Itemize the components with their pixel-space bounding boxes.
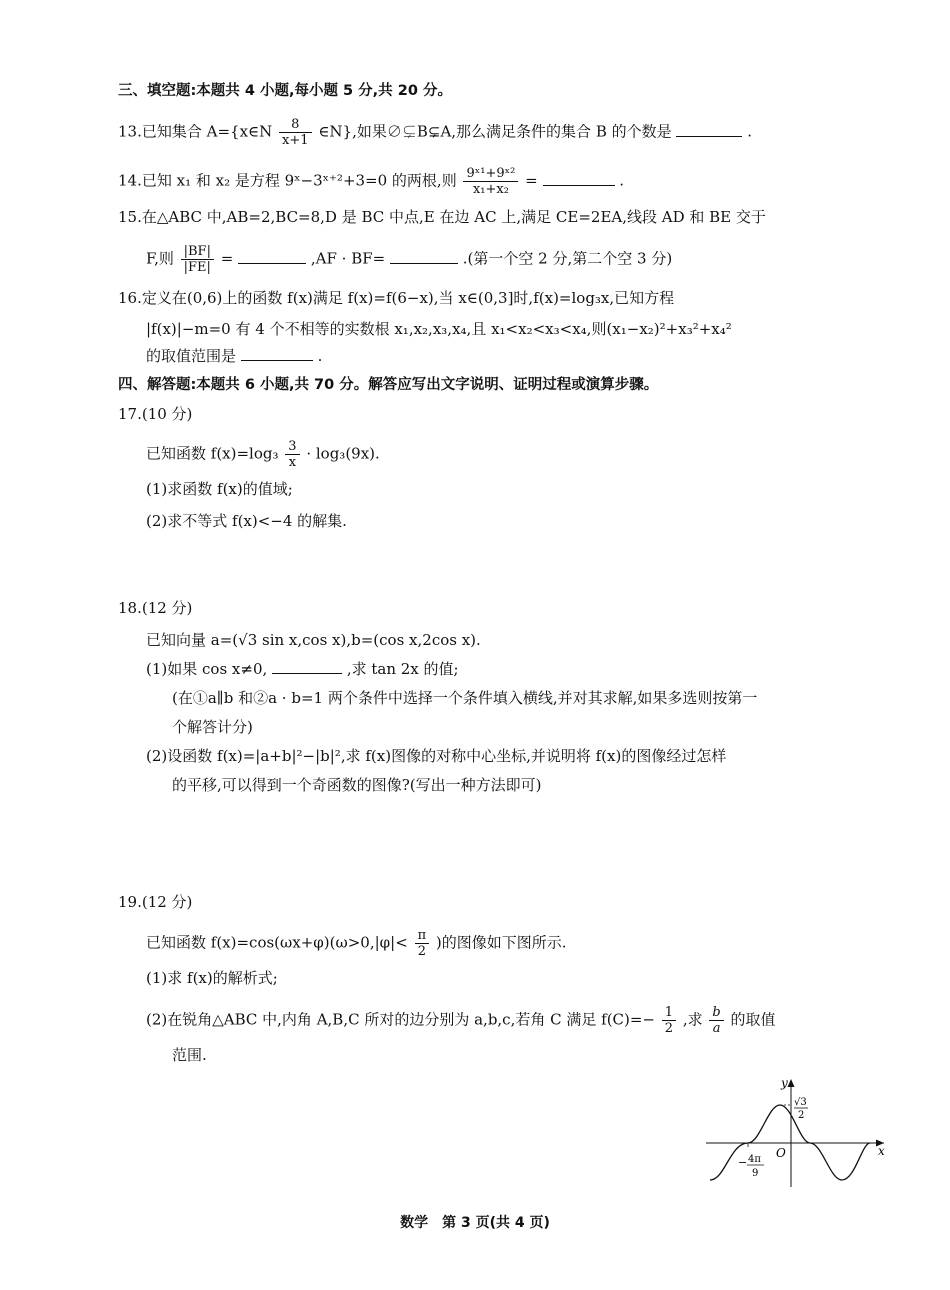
q15-tail: .(第一个空 2 分,第二个空 3 分) bbox=[462, 249, 673, 268]
q19-stem-frac-den: 2 bbox=[417, 944, 426, 959]
y-tick-num: √3 bbox=[794, 1097, 807, 1108]
x-tick-sign: − bbox=[738, 1156, 748, 1169]
question-17-part1: (1)求函数 f(x)的值域; bbox=[146, 480, 293, 498]
q19-stem-frac-num: π bbox=[415, 928, 430, 944]
y-tick-den: 2 bbox=[798, 1110, 805, 1121]
q15-equals: = bbox=[220, 249, 234, 268]
section-4-heading: 四、解答题:本题共 6 小题,共 70 分。解答应写出文字说明、证明过程或演算步骤。 bbox=[118, 377, 659, 393]
q14-equals: = bbox=[525, 171, 538, 190]
question-18-note-line2: 个解答计分) bbox=[172, 718, 253, 736]
q14-period: . bbox=[619, 171, 625, 190]
question-14 bbox=[118, 166, 624, 197]
question-18-heading: 18.(12 分) bbox=[118, 599, 193, 617]
q14-fraction bbox=[463, 166, 518, 197]
q19-ratio-num: b bbox=[709, 1005, 723, 1021]
q14-frac-num: 9ˣ¹+9ˣ² bbox=[463, 166, 518, 182]
x-tick-num: 4π bbox=[748, 1154, 761, 1165]
question-19-stem bbox=[146, 928, 567, 959]
question-19-part1: (1)求 f(x)的解析式; bbox=[146, 969, 278, 987]
question-19-heading: 19.(12 分) bbox=[118, 893, 193, 911]
q19-part2-b: ,求 bbox=[682, 1010, 703, 1029]
question-16-line1: 16.定义在(0,6)上的函数 f(x)满足 f(x)=f(6−x),当 x∈(0,3]时,f(x)=log₃x,已知方程 bbox=[118, 289, 675, 307]
q16-answer-blank[interactable] bbox=[241, 346, 313, 361]
question-19-part2-line2: 范围. bbox=[172, 1046, 207, 1064]
question-18-stem: 已知向量 a=(√3 sin x,cos x),b=(cos x,2cos x). bbox=[146, 631, 481, 649]
question-18-part2-line2: 的平移,可以得到一个奇函数的图像?(写出一种方法即可) bbox=[172, 776, 542, 794]
q19-part2-c: 的取值 bbox=[730, 1010, 776, 1029]
q17-stem-b: · log₃(9x). bbox=[306, 444, 380, 463]
question-17-stem bbox=[146, 439, 380, 470]
question-16-line2: |f(x)|−m=0 有 4 个不相等的实数根 x₁,x₂,x₃,x₄,且 x₁<x₂<x₃<x₄,则(x₁−x₂)²+x₃²+x₄² bbox=[146, 320, 732, 338]
q19-part2-a: (2)在锐角△ABC 中,内角 A,B,C 所对的边分别为 a,b,c,若角 C 满足 f(C)=− bbox=[146, 1010, 656, 1029]
question-18-part2-line1: (2)设函数 f(x)=|a+b|²−|b|²,求 f(x)图像的对称中心坐标,并说明将 f(x)的图像经过怎样 bbox=[146, 747, 727, 765]
q13-period: . bbox=[747, 122, 752, 141]
q16-lead: 的取值范围是 bbox=[146, 347, 237, 365]
question-16-line3 bbox=[146, 345, 322, 367]
q19-stem-a: 已知函数 f(x)=cos(ωx+φ)(ω>0,|φ|< bbox=[146, 933, 408, 952]
x-axis-label: x bbox=[878, 1144, 885, 1158]
q15-answer-blank-2[interactable] bbox=[390, 249, 458, 264]
q19-half-fraction bbox=[662, 1005, 676, 1036]
q14-answer-blank[interactable] bbox=[543, 171, 615, 186]
q13-frac-num: 8 bbox=[279, 117, 312, 133]
question-18-part1 bbox=[146, 658, 459, 680]
q15-dot-product: ,AF · BF= bbox=[310, 249, 386, 268]
origin-label: O bbox=[776, 1146, 786, 1160]
q13-tail: ∈N},如果∅⊊B⊊A,那么满足条件的集合 B 的个数是 bbox=[318, 122, 672, 141]
q19-stem-fraction bbox=[415, 928, 430, 959]
question-19-part2-line1 bbox=[146, 1005, 776, 1036]
question-17-heading: 17.(10 分) bbox=[118, 405, 193, 423]
q13-lead: 13.已知集合 A={x∈N bbox=[118, 122, 273, 141]
q16-period: . bbox=[317, 347, 323, 365]
section-3-heading: 三、填空题:本题共 4 小题,每小题 5 分,共 20 分。 bbox=[118, 83, 452, 99]
q19-ratio-fraction bbox=[709, 1005, 723, 1036]
q19-ratio-den: a bbox=[712, 1021, 721, 1036]
q14-frac-den: x₁+x₂ bbox=[472, 182, 509, 197]
q13-answer-blank[interactable] bbox=[676, 122, 742, 137]
q13-fraction bbox=[279, 117, 312, 148]
q17-stem-a: 已知函数 f(x)=log₃ bbox=[146, 444, 279, 463]
q15-answer-blank-1[interactable] bbox=[238, 249, 306, 264]
y-axis-label: y bbox=[781, 1076, 788, 1090]
question-18-note-line1: (在①a∥b 和②a · b=1 两个条件中选择一个条件填入横线,并对其求解,如果多选则按第一 bbox=[172, 689, 758, 707]
page-footer: 数学 第 3 页(共 4 页) bbox=[400, 1215, 550, 1231]
x-tick-den: 9 bbox=[752, 1168, 759, 1179]
q17-fraction bbox=[285, 439, 299, 470]
q18-part1-a: (1)如果 cos x≠0, bbox=[146, 660, 268, 678]
question-13 bbox=[118, 117, 752, 148]
q18-condition-blank[interactable] bbox=[272, 659, 342, 674]
q17-frac-num: 3 bbox=[285, 439, 299, 455]
q15-frac-num: |BF| bbox=[181, 244, 214, 260]
cosine-graph bbox=[700, 1075, 890, 1190]
question-17-part2: (2)求不等式 f(x)<−4 的解集. bbox=[146, 512, 347, 530]
q18-part1-b: ,求 tan 2x 的值; bbox=[346, 660, 459, 678]
q19-stem-b: )的图像如下图所示. bbox=[435, 933, 567, 952]
q14-lead: 14.已知 x₁ 和 x₂ 是方程 9ˣ−3ˣ⁺²+3=0 的两根,则 bbox=[118, 171, 457, 190]
q15-lead: F,则 bbox=[146, 249, 174, 268]
q13-frac-den: x+1 bbox=[282, 133, 309, 148]
question-15-line1: 15.在△ABC 中,AB=2,BC=8,D 是 BC 中点,E 在边 AC 上,满足 CE=2EA,线段 AD 和 BE 交于 bbox=[118, 208, 766, 226]
y-axis-arrow bbox=[788, 1079, 795, 1087]
q15-fraction bbox=[181, 244, 214, 275]
q15-frac-den: |FE| bbox=[183, 260, 211, 275]
q19-half-num: 1 bbox=[662, 1005, 676, 1021]
question-15-line2 bbox=[146, 244, 672, 275]
q17-frac-den: x bbox=[288, 455, 297, 470]
q19-half-den: 2 bbox=[664, 1021, 674, 1036]
